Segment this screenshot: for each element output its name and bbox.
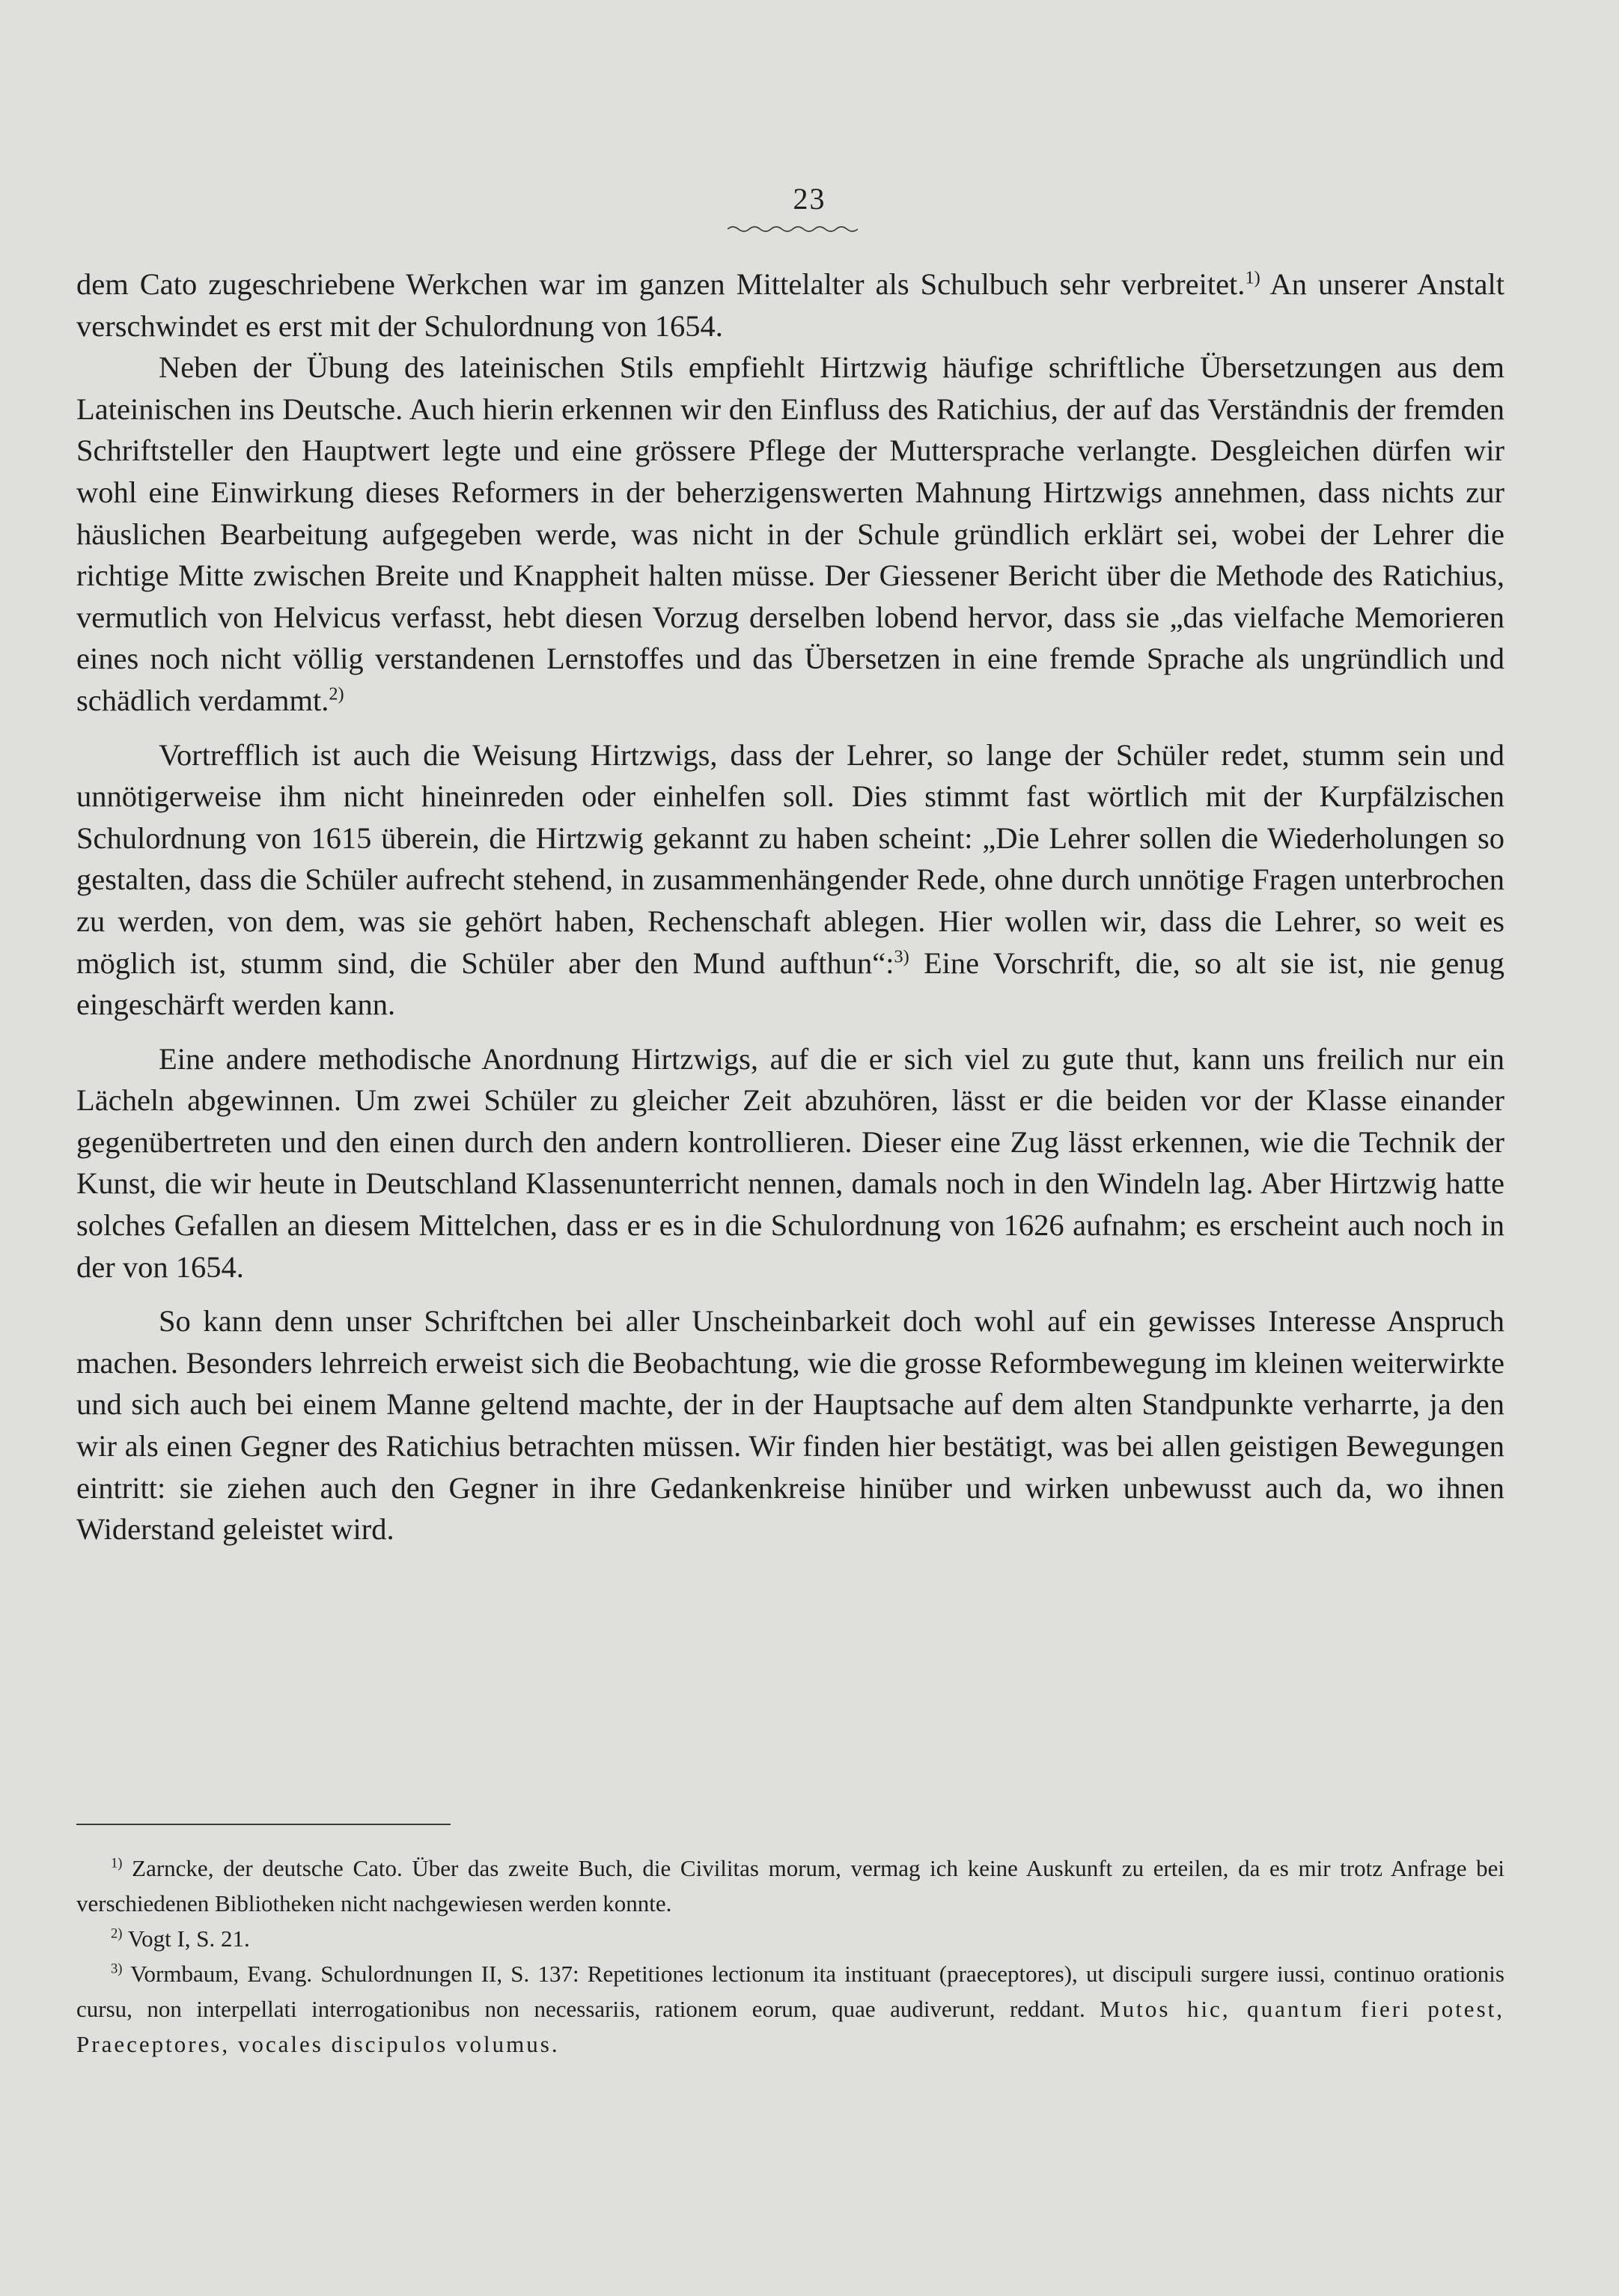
footnote-3: [76, 1956, 1504, 2062]
paragraph-text: An unserer Anstalt verschwindet es erst mit der Schulordnung von 1654.: [76, 267, 1504, 343]
main-text: [76, 264, 1504, 1550]
footnote-reference-2: 2): [329, 683, 344, 704]
paragraph-text: Eine andere methodische Anordnung Hirtzwigs, auf die er sich viel zu gute thut, kann uns freilich nur ein Lächeln abgewinnen. Um zwei Schüler zu gleicher Zeit abzuhören, lässt er die beiden vor der Klasse einander gegenübertreten und den einen durch den andern kontrollieren. Dieser eine Zug lässt erkennen, wie die Technik der Kunst, die wir heute in Deutschland Klassenunterricht nennen, damals noch in den Windeln lag. Aber Hirtzwig hatte solches Gefallen an diesem Mittelchen, dass er es in die Schulordnung von 1626 aufnahm; es erscheint auch noch in der von 1654.: [76, 1041, 1504, 1284]
footnote-marker: 2): [111, 1925, 123, 1942]
page-number-ornament: [728, 225, 858, 234]
paragraph-1: [76, 264, 1504, 347]
paragraph-2: [76, 347, 1504, 721]
footnote-marker: 3): [111, 1961, 123, 1977]
paragraph-3: [76, 734, 1504, 1026]
footnote-separator: [76, 1824, 451, 1825]
footnotes: [76, 1851, 1504, 2062]
page-number: 23: [793, 182, 826, 216]
footnote-text: Zarncke, der deutsche Cato. Über das zweite Buch, die Civilitas morum, vermag ich keine Auskunft zu erteilen, da es mir trotz Anfrage bei verschiedenen Bibliotheken nicht nachgewiesen werden konnte.: [76, 1855, 1504, 1916]
paragraph-text: Vortrefflich ist auch die Weisung Hirtzwigs, dass der Lehrer, so lange der Schüler redet, stumm sein und unnötigerweise ihm nicht hineinreden oder einhelfen soll. Dies stimmt fast wörtlich mit der Kurpfälzischen Schulordnung von 1615 überein, die Hirtzwig gekannt zu haben scheint: „Die Lehrer sollen die Wiederholungen so gestalten, dass die Schüler aufrecht stehend, in zusammenhängender Rede, ohne durch unnötige Fragen unterbrochen zu werden, von dem, was sie gehört haben, Rechenschaft ablegen. Hier wollen wir, dass die Lehrer, so weit es möglich ist, stumm sind, die Schüler aber den Mund aufthun“:: [76, 737, 1504, 980]
paragraph-text: Eine Vorschrift, die, so alt sie ist, nie genug eingeschärft werden kann.: [76, 945, 1504, 1022]
footnote-reference-1: 1): [1245, 267, 1260, 288]
footnote-2: [76, 1921, 1504, 1956]
paragraph-text: Neben der Übung des lateinischen Stils empfiehlt Hirtzwig häufige schriftliche Übersetzungen aus dem Lateinischen ins Deutsche. Auch hierin erkennen wir den Einfluss des Ratichius, der auf das Verständnis der fremden Schriftsteller den Hauptwert legte und eine grössere Pflege der Muttersprache verlangte. Desgleichen dürfen wir wohl eine Einwirkung dieses Reformers in der beherzigenswerten Mahnung Hirtzwigs annehmen, dass nichts zur häuslichen Bearbeitung aufgegeben werde, was nicht in der Schule gründlich erklärt sei, wobei der Lehrer die richtige Mitte zwischen Breite und Knappheit halten müsse. Der Giessener Bericht über die Methode des Ratichius, vermutlich von Helvicus verfasst, hebt diesen Vorzug derselben lobend hervor, dass sie „das vielfache Memorieren eines noch nicht völlig verstandenen Lernstoffes und das Übersetzen in eine fremde Sprache als ungründlich und schädlich verdammt.: [76, 350, 1504, 717]
footnote-reference-3: 3): [894, 946, 909, 966]
paragraph-text: dem Cato zugeschriebene Werkchen war im ganzen Mittelalter als Schulbuch sehr verbreitet.: [76, 267, 1245, 301]
paragraph-5: [76, 1300, 1504, 1550]
paragraph-text: So kann denn unser Schriftchen bei aller Unscheinbarkeit doch wohl auf ein gewisses Interesse Anspruch machen. Besonders lehrreich erweist sich die Beobachtung, wie die grosse Reformbewegung im kleinen weiterwirkte und sich auch bei einem Manne geltend machte, der in der Hauptsache auf dem alten Standpunkte verharrte, ja den wir als einen Gegner des Ratichius betrachten müssen. Wir finden hier bestätigt, was bei allen geistigen Bewegungen eintritt: sie ziehen auch den Gegner in ihre Gedankenkreise hinüber und wirken unbewusst auch da, wo ihnen Widerstand geleistet wird.: [76, 1304, 1504, 1547]
footnote-marker: 1): [111, 1855, 123, 1872]
paragraph-4: [76, 1038, 1504, 1288]
footnote-text: Vogt I, S. 21.: [122, 1925, 250, 1952]
footnote-spaced-text: Mutos hic, quantum fieri potest, Praeceptores, vocales discipulos volumus.: [76, 1996, 1504, 2057]
footnote-text: Vormbaum, Evang. Schulordnungen II, S. 137: Repetitiones lectionum ita instituant (praeceptores), ut discipuli surgere iussi, continuo orationis cursu, non interpellati interrogationibus non necessariis, rationem eorum, quae audiverunt, reddant.: [76, 1961, 1504, 2022]
footnote-1: [76, 1851, 1504, 1921]
